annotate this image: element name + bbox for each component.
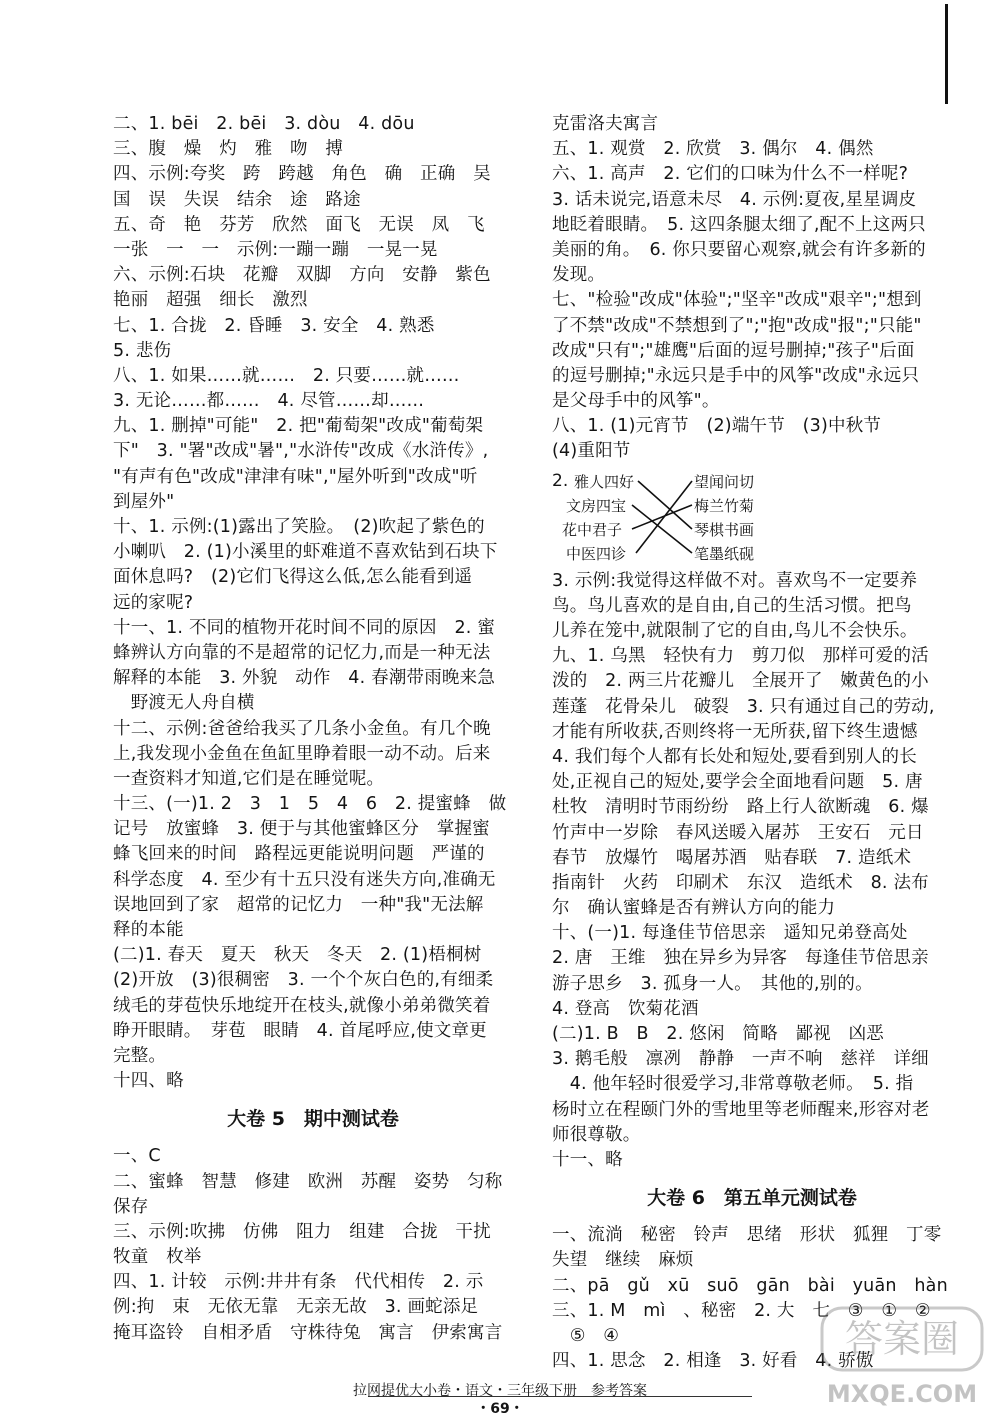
answer-line: 释的本能 <box>113 920 184 940</box>
answer-line: 克雷洛夫寓言 <box>552 114 659 134</box>
answer-line: 国 误 失误 结余 途 路途 <box>113 189 361 210</box>
answer-line: 鸟。鸟儿喜欢的是自由,自己的生活习惯。把鸟 <box>552 595 912 616</box>
match-right-item: 望闻问切 <box>694 472 755 491</box>
answer-line: 远的家呢? <box>113 592 194 613</box>
answer-line: 莲蓬 花骨朵儿 破裂 3. 只有通过自己的劳动, <box>552 696 935 717</box>
match-connector <box>632 505 692 529</box>
answer-line: 六、1. 高声 2. 它们的口味为什么不一样呢? <box>552 164 909 185</box>
answer-line: 三、示例:吹拂 仿佛 阻力 组建 合拢 干扰 <box>113 1221 491 1242</box>
match-right-item: 笔墨纸砚 <box>694 544 755 563</box>
section-heading: 大卷 6 第五单元测试卷 <box>647 1187 857 1210</box>
answer-line: (二)1. 春天 夏天 秋天 冬天 2. (1)梧桐树 <box>113 945 482 966</box>
match-right-item: 梅兰竹菊 <box>694 496 755 515</box>
answer-line: 保存 <box>113 1196 149 1217</box>
answer-line: 一查资料才知道,它们是在睡觉呢。 <box>113 768 385 789</box>
answer-line: 到屋外" <box>113 491 175 512</box>
answer-line: 三、腹 燥 灼 雅 吻 搏 <box>113 139 344 160</box>
matching-diagram <box>552 465 952 569</box>
answer-line: 十一、1. 不同的植物开花时间不同的原因 2. 蜜 <box>113 617 496 638</box>
match-lines <box>552 465 772 569</box>
answer-line: 失望 继续 麻烦 <box>552 1250 694 1271</box>
answer-line: 解释的本能 3. 外貌 动作 4. 春潮带雨晚来急 <box>113 668 496 689</box>
answer-line: 三、1. M mì 、秘密 2. 大 七 ③ ① ② <box>552 1300 931 1321</box>
answer-line: 指南针 火药 印刷术 东汉 造纸术 8. 法布 <box>552 872 929 893</box>
answer-line: 九、1. 删掉"可能" 2. 把"葡萄架"改成"葡萄架 <box>113 416 484 437</box>
answer-line: 3. 鹅毛般 凛冽 静静 一声不响 慈祥 详细 <box>552 1049 929 1070</box>
answer-line: 蜂飞回来的时间 路程远更能说明问题 严谨的 <box>113 844 485 865</box>
match-left-item: 花中君子 <box>562 520 623 539</box>
answer-line: 小喇叭 2. (1)小溪里的虾难道不喜欢钻到石块下 <box>113 542 498 563</box>
answer-line: 游子思乡 3. 孤身一人。 其他的,别的。 <box>552 973 873 994</box>
answer-line: 下" 3. "署"改成"暑","水浒传"改成《水浒传》, <box>113 441 489 462</box>
answer-line: 上,我发现小金鱼在鱼缸里睁着眼一动不动。后来 <box>113 743 491 764</box>
answer-line: 牧童 枚举 <box>113 1247 202 1268</box>
match-connector <box>636 481 692 553</box>
answer-line: 十二、示例:爸爸给我买了几条小金鱼。有几个晚 <box>113 718 491 739</box>
answer-line: 七、1. 合拢 2. 昏睡 3. 安全 4. 熟悉 <box>113 315 435 336</box>
answer-line: 发现。 <box>552 265 606 286</box>
answer-line: 十四、略 <box>113 1071 184 1092</box>
match-right-item: 琴棋书画 <box>694 520 755 539</box>
answer-line: 四、示例:夸奖 跨 跨越 角色 确 正确 吴 <box>113 164 491 185</box>
answer-line: 泼的 2. 两三片花瓣儿 全展开了 嫩黄色的小 <box>552 671 929 692</box>
watermark-bottom-text: MXQE.COM <box>826 1380 978 1408</box>
match-connector <box>638 481 692 529</box>
answer-line: 七、"检验"改成"体验";"坚辛"改成"艰辛";"想到 <box>552 290 922 311</box>
answer-line: 3. 话未说完,语意未尽 4. 示例:夏夜,星星调皮 <box>552 189 917 210</box>
answer-line: 八、1. 如果……就…… 2. 只要……就…… <box>113 365 460 386</box>
answer-line: 4. 登高 饮菊花酒 <box>552 998 699 1019</box>
answer-line: 的逗号删掉;"永远只是手中的风筝"改成"永远只 <box>552 365 920 386</box>
question-number: 2. <box>552 470 569 491</box>
answer-line: (2)开放 (3)很稠密 3. 一个个灰白色的,有细柔 <box>113 970 494 991</box>
answer-line: 才能有所收获,否则终将一无所获,留下终生遗憾 <box>552 721 918 742</box>
answer-line: 完整。 <box>113 1045 167 1066</box>
answer-line: 艳丽 超强 细长 激烈 <box>113 290 308 311</box>
answer-line: 二、pā gǔ xū suō gān bài yuān hàn <box>552 1275 948 1296</box>
answer-line: 面休息吗? (2)它们飞得这么低,怎么能看到遥 <box>113 567 473 588</box>
answer-line: 儿养在笼中,就限制了它的自由,鸟儿不会快乐。 <box>552 621 918 641</box>
answer-line: 尔 确认蜜蜂是否有辨认方向的能力 <box>552 898 836 919</box>
answer-line: 科学态度 4. 至少有十五只没有迷失方向,准确无 <box>113 869 496 890</box>
answer-line: 五、1. 观赏 2. 欣赏 3. 偶尔 4. 偶然 <box>552 139 874 160</box>
answer-line: 一、流淌 秘密 铃声 思绪 形状 狐狸 丁零 <box>552 1225 942 1246</box>
binding-edge-line <box>945 4 948 104</box>
answer-line: 美丽的角。 6. 你只要留心观察,就会有许多新的 <box>552 239 926 260</box>
answer-line: 六、示例:石块 花瓣 双脚 方向 安静 紫色 <box>113 265 491 286</box>
answer-line: 竹声中一岁除 春风送暖入屠苏 王安石 元日 <box>552 822 924 843</box>
answer-line: (二)1. B B 2. 悠闲 简略 鄙视 凶恶 <box>552 1024 884 1044</box>
answer-line: 2. 唐 王维 独在异乡为异客 每逢佳节倍思亲 <box>552 948 929 969</box>
answer-line: 误地回到了家 超常的记忆力 一种"我"无法解 <box>113 894 484 915</box>
answer-line: 处,正视自己的短处,要学会全面地看问题 5. 唐 <box>552 772 923 793</box>
section-heading: 大卷 5 期中测试卷 <box>227 1108 399 1131</box>
answer-line: ⑤ ④ <box>552 1325 620 1346</box>
match-left-item: 雅人四好 <box>574 472 635 491</box>
answer-line: 野渡无人舟自横 <box>113 693 255 714</box>
answer-line: 一、C <box>113 1146 161 1167</box>
answer-line: 九、1. 乌黑 轻快有力 剪刀似 那样可爱的活 <box>552 646 929 667</box>
footer-book-title: 拉网提优大小卷・语文・三年级下册 参考答案 <box>353 1383 647 1399</box>
answer-line: 3. 示例:我觉得这样做不对。喜欢鸟不一定要养 <box>552 570 918 591</box>
match-left-item: 文房四宝 <box>566 496 627 515</box>
answer-line: 二、1. bēi 2. bēi 3. dòu 4. dōu <box>113 114 415 134</box>
answer-line: 4. 我们每个人都有长处和短处,要看到别人的长 <box>552 746 917 767</box>
answer-line: 十、(一)1. 每逢佳节倍思亲 遥知兄弟登高处 <box>552 923 908 944</box>
answer-line: 记号 放蜜蜂 3. 便于与其他蜜蜂区分 掌握蜜 <box>113 819 490 840</box>
answer-line: 四、1. 思念 2. 相逢 3. 好看 4. 骄傲 <box>552 1351 874 1372</box>
answer-line: 春节 放爆竹 喝屠苏酒 贴春联 7. 造纸术 <box>552 847 912 868</box>
answer-line: 地眨着眼睛。 5. 这四条腿太细了,配不上这两只 <box>552 214 926 235</box>
answer-line: 二、蜜蜂 智慧 修建 欧洲 苏醒 姿势 匀称 <box>113 1171 503 1192</box>
answer-line: 4. 他年轻时很爱学习,非常尊敬老师。 5. 指 <box>552 1074 914 1095</box>
answer-line: 睁开眼睛。 芽苞 眼睛 4. 首尾呼应,使文章更 <box>113 1020 487 1041</box>
watermark-top-text: 答案圈 <box>844 1317 960 1361</box>
answer-line: 十三、(一)1. 2 3 1 5 4 6 2. 提蜜蜂 做 <box>113 794 507 815</box>
answer-line: 十、1. 示例:(1)露出了笑脸。 (2)吹起了紫色的 <box>113 517 485 537</box>
answer-line: 杜牧 清明时节雨纷纷 路上行人欲断魂 6. 爆 <box>552 797 929 818</box>
answer-line: "有声有色"改成"津津有味","屋外听到"改成"听 <box>113 466 478 487</box>
answer-line: 五、奇 艳 芬芳 欣然 面飞 无误 凤 飞 <box>113 214 485 235</box>
answer-line: 师很尊敬。 <box>552 1124 641 1145</box>
answer-line: 例:拘 束 无依无靠 无亲无故 3. 画蛇添足 <box>113 1297 479 1318</box>
answer-line: 蜂辨认方向靠的不是超常的记忆力,而是一种无法 <box>113 642 491 663</box>
answer-line: 5. 悲伤 <box>113 340 172 361</box>
answer-line: 十一、略 <box>552 1149 623 1170</box>
left-column <box>113 112 513 1346</box>
match-left-item: 中医四诊 <box>566 544 627 563</box>
watermark-logo <box>818 1302 988 1412</box>
answer-line: 了不禁"改成"不禁想到了";"抱"改成"报";"只能" <box>552 315 922 336</box>
answer-line: 四、1. 计较 示例:井井有条 代代相传 2. 示 <box>113 1272 484 1293</box>
page-number: ・69・ <box>476 1401 524 1417</box>
answer-line: 一张 一 一 示例:一蹦一蹦 一晃一晃 <box>113 239 438 260</box>
answer-line: (4)重阳节 <box>552 441 631 462</box>
answer-line: 绒毛的芽苞快乐地绽开在枝头,就像小弟弟微笑着 <box>113 995 491 1016</box>
answer-line: 八、1. (1)元宵节 (2)端午节 (3)中秋节 <box>552 416 882 437</box>
right-column <box>552 112 952 1374</box>
answer-line: 掩耳盗铃 自相矛盾 守株待兔 寓言 伊索寓言 <box>113 1322 503 1343</box>
answer-line: 杨时立在程颐门外的雪地里等老师醒来,形容对老 <box>552 1099 930 1120</box>
answer-line: 3. 无论……都…… 4. 尽管……却…… <box>113 391 425 412</box>
answer-line: 是父母手中的风筝"。 <box>552 391 720 412</box>
answer-line: 改成"只有";"雄鹰"后面的逗号删掉;"孩子"后面 <box>552 340 915 361</box>
